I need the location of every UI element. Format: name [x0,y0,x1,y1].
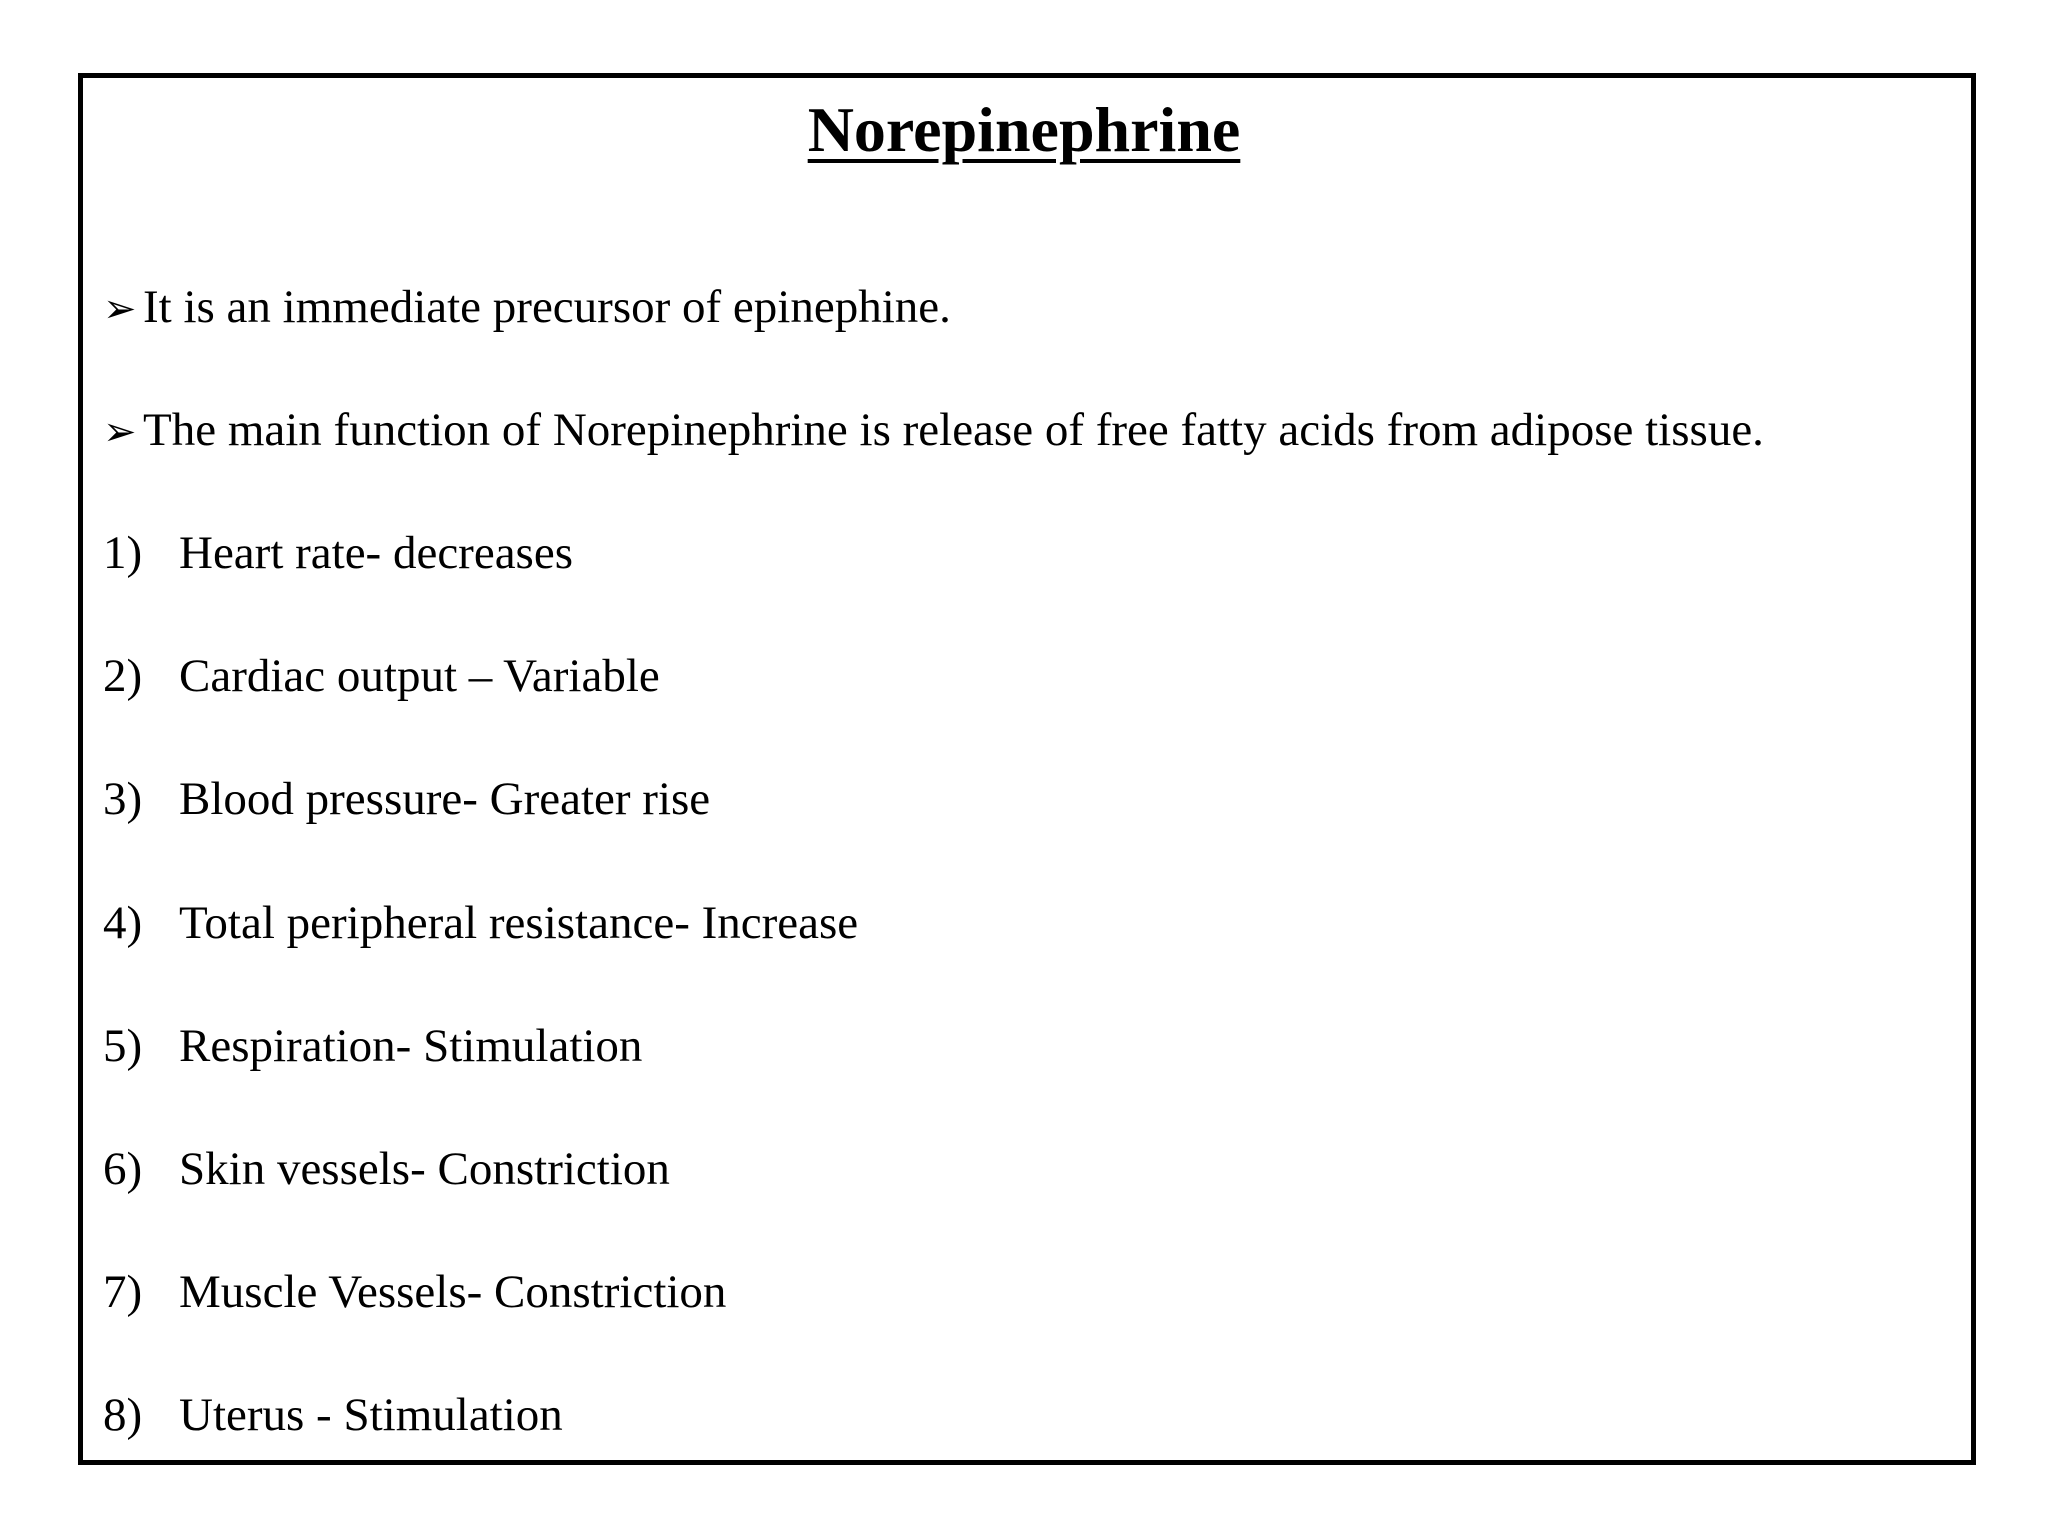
list-number: 2) [103,650,143,702]
list-item [103,771,710,827]
list-text: Total peripheral resistance- Increase [179,897,859,949]
list-item [103,525,573,581]
list-text: Skin vessels- Constriction [179,1143,670,1195]
list-text: Respiration- Stimulation [179,1020,643,1072]
list-number: 3) [103,773,143,825]
list-number: 6) [103,1143,143,1195]
list-item [103,1264,726,1320]
list-number: 1) [103,527,143,579]
list-text: Uterus - Stimulation [179,1389,563,1441]
list-number: 4) [103,897,143,949]
list-text: Blood pressure- Greater rise [179,773,711,825]
list-number: 8) [103,1389,143,1441]
arrowhead-bullet-icon: ➢ [103,409,137,455]
list-number: 7) [103,1266,143,1318]
list-item [103,648,660,704]
bullet-text: It is an immediate precursor of epinephine. [143,281,951,333]
list-item [103,1018,642,1074]
slide-title-text: Norepinephrine [807,94,1241,165]
list-text: Muscle Vessels- Constriction [179,1266,727,1318]
list-item [103,895,858,951]
list-item [103,1387,563,1443]
bullet-text: The main function of Norepinephrine is release of free fatty acids from adipose tissue. [143,404,1764,456]
list-number: 5) [103,1020,143,1072]
list-text: Heart rate- decreases [179,527,573,579]
arrowhead-bullet-icon: ➢ [103,286,137,332]
list-item [103,1141,670,1197]
list-text: Cardiac output – Variable [179,650,660,702]
bullet-item [103,402,1764,460]
slide-title [0,92,2048,168]
bullet-item [103,279,951,337]
